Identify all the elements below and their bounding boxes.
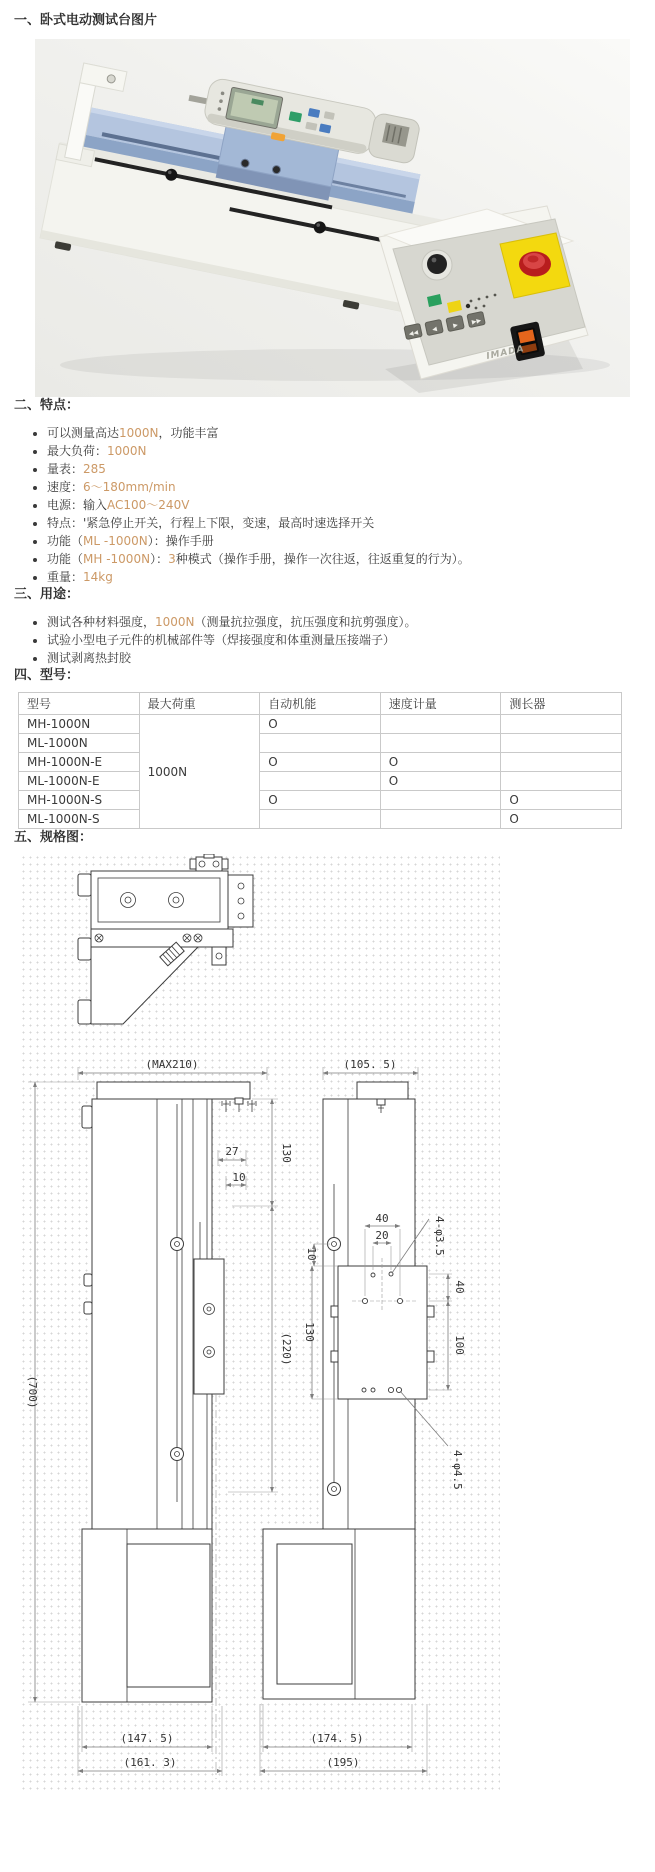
table-header-row xyxy=(19,693,622,715)
table-row xyxy=(19,734,622,753)
bullet-item xyxy=(47,496,655,514)
speed-measure-cell xyxy=(380,715,501,734)
bullet-item xyxy=(47,442,655,460)
product-photo xyxy=(35,39,630,397)
dim-label-20-top: 20 xyxy=(375,1229,389,1242)
dim-label-phi45: 4-φ4.5 xyxy=(451,1450,464,1490)
auto-function-cell xyxy=(260,734,381,753)
dim-174-5 xyxy=(263,1704,412,1752)
spec-value: 1000N xyxy=(107,444,147,458)
dim-220 xyxy=(228,1206,293,1492)
bullet-item xyxy=(47,478,655,496)
dim-10-top xyxy=(226,1171,246,1190)
section-4-title: 四、型号： xyxy=(14,668,80,683)
spec-text: 种模式（操作手册，操作一次往返，往返重复的行为）。 xyxy=(175,552,470,566)
table-row xyxy=(19,772,622,791)
section-3-title: 三、用途： xyxy=(14,587,80,602)
spec-value: AC100～240V xyxy=(107,498,190,512)
model-cell: MH-1000N-E xyxy=(19,753,140,772)
dim-label-174-5: (174. 5) xyxy=(310,1732,364,1745)
table-header-cell: 速度计量 xyxy=(380,693,501,715)
dim-label-130-front: 130 xyxy=(280,1143,293,1163)
model-cell: MH-1000N-S xyxy=(19,791,140,810)
speed-measure-cell: O xyxy=(380,772,501,791)
length-meter-cell: O xyxy=(501,791,622,810)
bullet-item xyxy=(47,631,655,649)
dim-130-front xyxy=(232,1099,293,1206)
dim-label-phi35: 4-φ3.5 xyxy=(433,1216,446,1256)
spec-text: 特点：'紧急停止开关，行程上下限，变速，最高时速选择开关 xyxy=(47,516,375,530)
bullet-item xyxy=(47,460,655,478)
svg-text:◀: ◀ xyxy=(431,325,438,334)
dim-label-105-5: (105. 5) xyxy=(343,1058,397,1071)
model-cell: ML-1000N xyxy=(19,734,140,753)
svg-text:▶: ▶ xyxy=(452,321,459,330)
dim-label-220: (220) xyxy=(280,1332,293,1366)
spec-value: 285 xyxy=(83,462,106,476)
auto-function-cell: O xyxy=(260,753,381,772)
section-1-title: 一、卧式电动测试台图片 xyxy=(14,13,158,28)
spec-value: 6～180mm/min xyxy=(83,480,176,494)
speed-measure-cell xyxy=(380,791,501,810)
front-view xyxy=(82,1082,256,1779)
spec-text: 测试剥离热封胶 xyxy=(47,651,132,665)
dim-label-147-5: (147. 5) xyxy=(120,1732,174,1745)
bullet-item xyxy=(47,613,655,631)
auto-function-cell xyxy=(260,810,381,829)
dim-label-27: 27 xyxy=(225,1145,239,1158)
dim-147-5 xyxy=(82,1706,212,1752)
spec-drawing xyxy=(20,854,500,1792)
side-view xyxy=(263,1082,434,1699)
model-cell: ML-1000N-S xyxy=(19,810,140,829)
auto-function-cell: O xyxy=(260,715,381,734)
spec-value: 1000N xyxy=(119,426,159,440)
table-row xyxy=(19,753,622,772)
spec-text: 功能（ xyxy=(47,552,84,566)
spec-text: 量表： xyxy=(47,462,84,476)
spec-text: 试验小型电子元件的机械部件等（焊接强度和体重测量压接端子） xyxy=(47,633,396,647)
spec-text: 最大负荷： xyxy=(47,444,108,458)
spec-text: ）：操作手册 xyxy=(147,534,214,548)
spec-text: （测量抗拉强度，抗压强度和抗剪强度）。 xyxy=(194,615,417,629)
dim-max210 xyxy=(78,1058,267,1080)
svg-text:▶▶: ▶▶ xyxy=(471,317,482,326)
bullet-item xyxy=(47,550,655,568)
dim-100-right xyxy=(429,1301,466,1390)
dim-label-161-3: (161. 3) xyxy=(123,1756,177,1769)
dim-label-10-top: 10 xyxy=(232,1171,246,1184)
dim-label-130-side: 130 xyxy=(303,1322,316,1342)
features-list xyxy=(14,424,655,586)
table-row xyxy=(19,791,622,810)
dim-105-5 xyxy=(323,1058,418,1080)
length-meter-cell xyxy=(501,772,622,791)
table-header-cell: 型号 xyxy=(19,693,140,715)
spec-text: ，功能丰富 xyxy=(158,426,219,440)
length-meter-cell xyxy=(501,734,622,753)
speed-measure-cell xyxy=(380,734,501,753)
uses-list xyxy=(14,613,655,667)
length-meter-cell xyxy=(501,715,622,734)
speed-measure-cell xyxy=(380,810,501,829)
section-2-title: 二、特点： xyxy=(14,398,80,413)
speed-knob xyxy=(422,250,452,280)
dim-label-10-side: 10 xyxy=(305,1247,318,1261)
spec-value: 14kg xyxy=(83,570,113,584)
spec-text: 测试各种材料强度， xyxy=(47,615,156,629)
spec-value: MH -1000N xyxy=(83,552,151,566)
svg-text:◀◀: ◀◀ xyxy=(408,329,419,338)
spec-text: 电源：输入 xyxy=(47,498,108,512)
table-row xyxy=(19,715,622,734)
bullet-item xyxy=(47,424,655,442)
product-photo-illustration xyxy=(35,39,630,397)
speed-measure-cell: O xyxy=(380,753,501,772)
spec-text: 重量： xyxy=(47,570,84,584)
top-view xyxy=(78,854,253,1024)
table-header-cell: 最大荷重 xyxy=(139,693,260,715)
bullet-item xyxy=(47,532,655,550)
auto-function-cell xyxy=(260,772,381,791)
table-row xyxy=(19,810,622,829)
dim-27 xyxy=(218,1145,246,1166)
bullet-item xyxy=(47,649,655,667)
length-meter-cell: O xyxy=(501,810,622,829)
section-5-title: 五、规格图： xyxy=(14,830,93,845)
spec-value: 1000N xyxy=(155,615,195,629)
dim-40-right xyxy=(429,1274,466,1301)
table-header-cell: 测长器 xyxy=(501,693,622,715)
spec-text: ）： xyxy=(150,552,169,566)
auto-function-cell: O xyxy=(260,791,381,810)
spec-value: ML -1000N xyxy=(83,534,148,548)
models-table xyxy=(18,692,622,829)
spec-text: 功能（ xyxy=(47,534,84,548)
brand-label: IMADA xyxy=(485,344,526,362)
dim-label-max210: (MAX210) xyxy=(145,1058,199,1071)
dim-label-700: (700) xyxy=(26,1375,39,1409)
spec-text: 速度： xyxy=(47,480,84,494)
dim-label-40-top: 40 xyxy=(375,1212,389,1225)
table-header-cell: 自动机能 xyxy=(260,693,381,715)
spec-value: 3 xyxy=(168,552,176,566)
length-meter-cell xyxy=(501,753,622,772)
model-cell: MH-1000N xyxy=(19,715,140,734)
dim-label-40-right: 40 xyxy=(453,1280,466,1294)
dim-label-100-right: 100 xyxy=(453,1335,466,1355)
bullet-item xyxy=(47,514,655,532)
model-cell: ML-1000N-E xyxy=(19,772,140,791)
bullet-item xyxy=(47,568,655,586)
control-console xyxy=(379,206,588,393)
dim-label-195: (195) xyxy=(326,1756,360,1769)
max-load-cell: 1000N xyxy=(139,715,260,829)
spec-drawing-svg xyxy=(20,854,500,1792)
spec-text: 可以测量高达 xyxy=(47,426,120,440)
